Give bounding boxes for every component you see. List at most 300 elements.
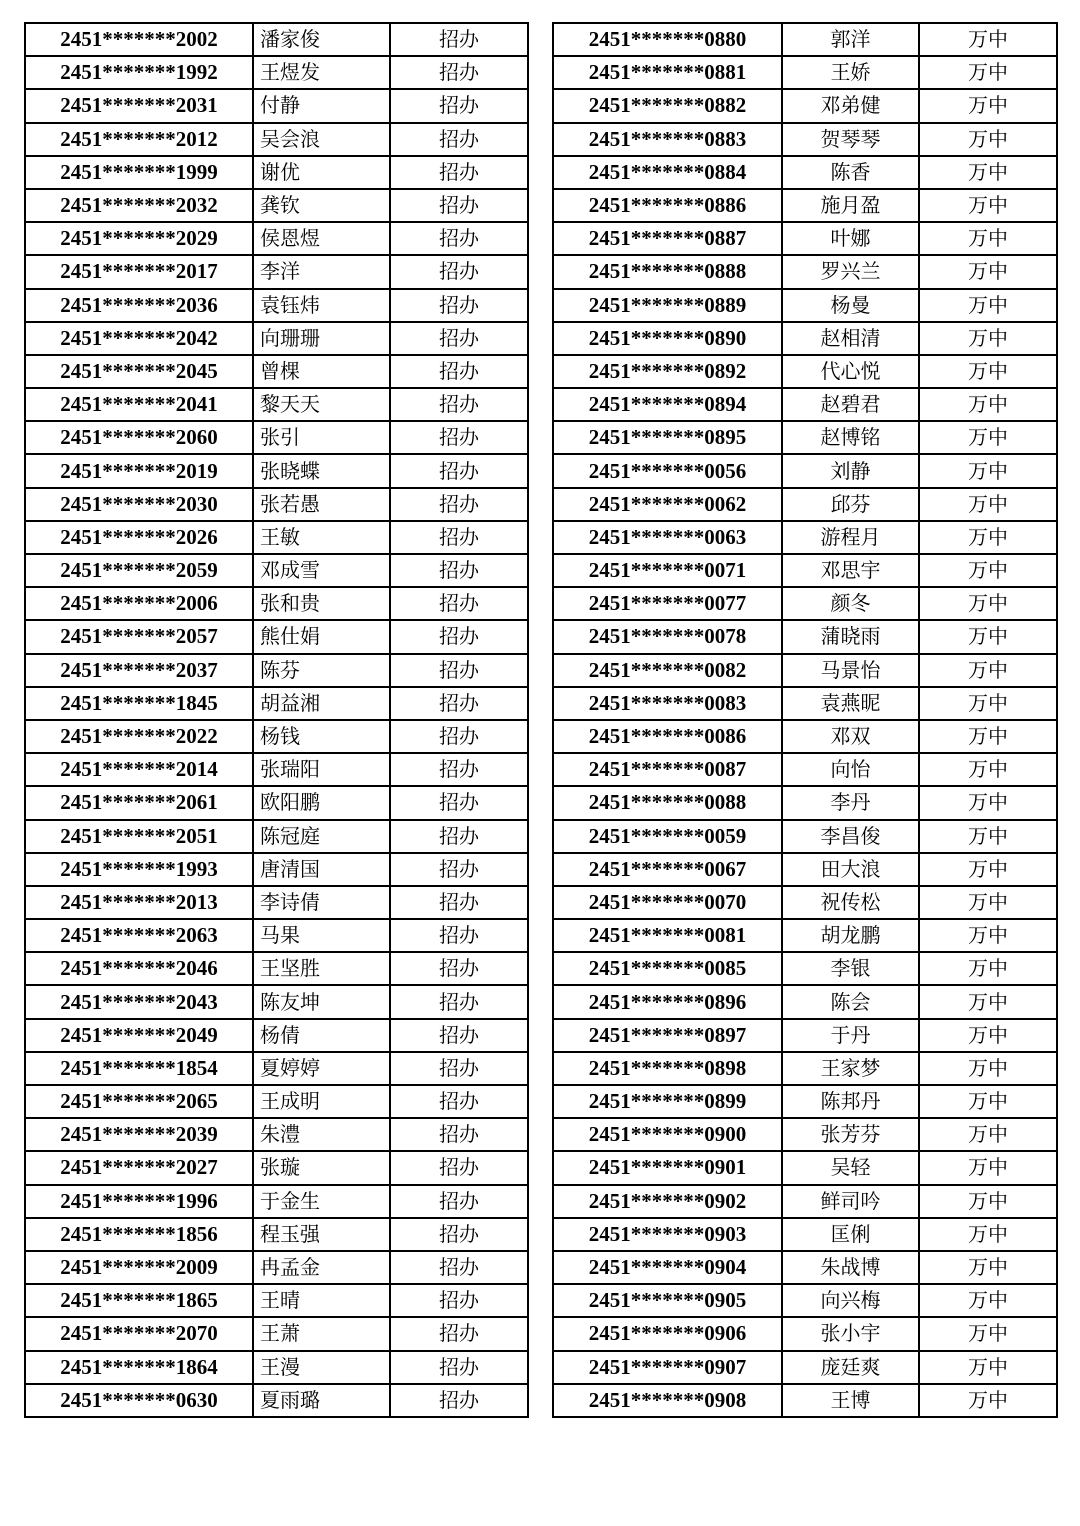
candidate-name-cell: 张晓蝶: [253, 454, 390, 487]
category-cell: 万中: [919, 123, 1057, 156]
candidate-id-cell: 2451*******0902: [553, 1185, 782, 1218]
candidate-name-cell: 杨钱: [253, 720, 390, 753]
table-row: [25, 454, 528, 487]
table-row: [553, 886, 1057, 919]
category-cell: 万中: [919, 753, 1057, 786]
candidate-id-cell: 2451*******2046: [25, 952, 253, 985]
candidate-id-cell: 2451*******2037: [25, 654, 253, 687]
category-cell: 招办: [390, 820, 528, 853]
candidate-name-cell: 张和贵: [253, 587, 390, 620]
category-cell: 万中: [919, 1251, 1057, 1284]
candidate-id-cell: 2451*******1854: [25, 1052, 253, 1085]
category-cell: 招办: [390, 289, 528, 322]
candidate-id-cell: 2451*******1999: [25, 156, 253, 189]
candidate-name-cell: 李银: [782, 952, 919, 985]
category-cell: 万中: [919, 952, 1057, 985]
category-cell: 招办: [390, 786, 528, 819]
candidate-name-cell: 王敏: [253, 521, 390, 554]
candidate-id-cell: 2451*******0056: [553, 454, 782, 487]
candidate-name-cell: 侯恩煜: [253, 222, 390, 255]
table-row: [553, 322, 1057, 355]
table-row: [25, 720, 528, 753]
table-row: [553, 1052, 1057, 1085]
category-cell: 万中: [919, 1019, 1057, 1052]
candidate-id-cell: 2451*******2042: [25, 322, 253, 355]
table-row: [553, 421, 1057, 454]
table-row: [553, 1284, 1057, 1317]
candidate-id-cell: 2451*******2043: [25, 985, 253, 1018]
candidate-id-cell: 2451*******2065: [25, 1085, 253, 1118]
category-cell: 万中: [919, 985, 1057, 1018]
candidate-id-cell: 2451*******0890: [553, 322, 782, 355]
candidate-name-cell: 李诗倩: [253, 886, 390, 919]
category-cell: 招办: [390, 156, 528, 189]
candidate-id-cell: 2451*******0887: [553, 222, 782, 255]
category-cell: 招办: [390, 189, 528, 222]
category-cell: 招办: [390, 388, 528, 421]
category-cell: 万中: [919, 1317, 1057, 1350]
table-row: [25, 23, 528, 56]
category-cell: 招办: [390, 554, 528, 587]
table-row: [553, 687, 1057, 720]
candidate-name-cell: 夏婷婷: [253, 1052, 390, 1085]
table-row: [25, 654, 528, 687]
table-row: [553, 1317, 1057, 1350]
category-cell: 万中: [919, 156, 1057, 189]
table-row: [553, 1351, 1057, 1384]
candidate-name-cell: 游程月: [782, 521, 919, 554]
candidate-name-cell: 王煜发: [253, 56, 390, 89]
table-row: [25, 554, 528, 587]
table-row: [25, 123, 528, 156]
candidate-name-cell: 邱芬: [782, 488, 919, 521]
category-cell: 万中: [919, 687, 1057, 720]
candidate-id-cell: 2451*******0900: [553, 1118, 782, 1151]
category-cell: 招办: [390, 654, 528, 687]
table-row: [25, 820, 528, 853]
candidate-name-cell: 唐清国: [253, 853, 390, 886]
table-row: [553, 753, 1057, 786]
candidate-id-cell: 2451*******2030: [25, 488, 253, 521]
candidate-name-cell: 李洋: [253, 255, 390, 288]
candidate-name-cell: 张引: [253, 421, 390, 454]
candidate-name-cell: 郭洋: [782, 23, 919, 56]
category-cell: 万中: [919, 421, 1057, 454]
candidate-name-cell: 向兴梅: [782, 1284, 919, 1317]
category-cell: 万中: [919, 620, 1057, 653]
candidate-name-cell: 杨曼: [782, 289, 919, 322]
candidate-id-cell: 2451*******0067: [553, 853, 782, 886]
candidate-name-cell: 王晴: [253, 1284, 390, 1317]
category-cell: 招办: [390, 985, 528, 1018]
category-cell: 万中: [919, 1351, 1057, 1384]
table-row: [25, 189, 528, 222]
candidate-id-cell: 2451*******1993: [25, 853, 253, 886]
candidate-name-cell: 谢优: [253, 156, 390, 189]
table-row: [25, 952, 528, 985]
candidate-id-cell: 2451*******1864: [25, 1351, 253, 1384]
category-cell: 招办: [390, 1351, 528, 1384]
candidate-name-cell: 祝传松: [782, 886, 919, 919]
candidate-name-cell: 李昌俊: [782, 820, 919, 853]
table-row: [25, 222, 528, 255]
candidate-id-cell: 2451*******2006: [25, 587, 253, 620]
candidate-id-cell: 2451*******0088: [553, 786, 782, 819]
category-cell: 招办: [390, 952, 528, 985]
category-cell: 招办: [390, 454, 528, 487]
table-row: [553, 620, 1057, 653]
candidate-name-cell: 黎天天: [253, 388, 390, 421]
table-row: [25, 1251, 528, 1284]
candidate-name-cell: 胡益湘: [253, 687, 390, 720]
table-row: [25, 1052, 528, 1085]
table-row: [25, 421, 528, 454]
table-row: [553, 454, 1057, 487]
table-row: [25, 1384, 528, 1417]
category-cell: 万中: [919, 355, 1057, 388]
table-row: [25, 919, 528, 952]
table-row: [25, 853, 528, 886]
candidate-id-cell: 2451*******1992: [25, 56, 253, 89]
candidate-name-cell: 冉孟金: [253, 1251, 390, 1284]
table-row: [25, 89, 528, 122]
candidate-id-cell: 2451*******0083: [553, 687, 782, 720]
table-row: [25, 521, 528, 554]
category-cell: 万中: [919, 388, 1057, 421]
category-cell: 万中: [919, 1384, 1057, 1417]
candidate-name-cell: 曾棵: [253, 355, 390, 388]
candidate-name-cell: 邓思宇: [782, 554, 919, 587]
category-cell: 万中: [919, 786, 1057, 819]
table-row: [25, 255, 528, 288]
candidate-name-cell: 张若愚: [253, 488, 390, 521]
candidate-name-cell: 陈会: [782, 985, 919, 1018]
candidate-name-cell: 程玉强: [253, 1218, 390, 1251]
category-cell: 招办: [390, 620, 528, 653]
category-cell: 招办: [390, 1151, 528, 1184]
candidate-name-cell: 邓弟健: [782, 89, 919, 122]
candidate-id-cell: 2451*******0895: [553, 421, 782, 454]
candidate-id-cell: 2451*******2032: [25, 189, 253, 222]
candidate-name-cell: 邓成雪: [253, 554, 390, 587]
category-cell: 万中: [919, 23, 1057, 56]
candidate-id-cell: 2451*******0898: [553, 1052, 782, 1085]
candidate-id-cell: 2451*******2051: [25, 820, 253, 853]
table-row: [25, 388, 528, 421]
category-cell: 招办: [390, 1052, 528, 1085]
table-row: [25, 985, 528, 1018]
candidate-id-cell: 2451*******2009: [25, 1251, 253, 1284]
candidate-id-cell: 2451*******0883: [553, 123, 782, 156]
table-row: [25, 488, 528, 521]
candidate-name-cell: 潘家俊: [253, 23, 390, 56]
table-row: [25, 1019, 528, 1052]
candidate-id-cell: 2451*******1996: [25, 1185, 253, 1218]
candidate-id-cell: 2451*******0082: [553, 654, 782, 687]
table-row: [553, 388, 1057, 421]
candidate-id-cell: 2451*******1865: [25, 1284, 253, 1317]
candidate-name-cell: 李丹: [782, 786, 919, 819]
category-cell: 万中: [919, 853, 1057, 886]
candidate-id-cell: 2451*******0062: [553, 488, 782, 521]
category-cell: 招办: [390, 355, 528, 388]
table-row: [553, 786, 1057, 819]
category-cell: 万中: [919, 255, 1057, 288]
candidate-name-cell: 吴会浪: [253, 123, 390, 156]
candidate-id-cell: 2451*******2070: [25, 1317, 253, 1350]
candidate-id-cell: 2451*******0904: [553, 1251, 782, 1284]
candidate-id-cell: 2451*******0892: [553, 355, 782, 388]
category-cell: 招办: [390, 753, 528, 786]
candidate-id-cell: 2451*******0078: [553, 620, 782, 653]
candidate-id-cell: 2451*******0087: [553, 753, 782, 786]
candidate-name-cell: 于丹: [782, 1019, 919, 1052]
category-cell: 万中: [919, 1151, 1057, 1184]
category-cell: 万中: [919, 1284, 1057, 1317]
table-row: [553, 23, 1057, 56]
table-row: [25, 1085, 528, 1118]
category-cell: 招办: [390, 1019, 528, 1052]
candidate-name-cell: 陈芬: [253, 654, 390, 687]
candidate-id-cell: 2451*******0907: [553, 1351, 782, 1384]
candidate-name-cell: 匡俐: [782, 1218, 919, 1251]
candidate-name-cell: 杨倩: [253, 1019, 390, 1052]
table-row: [553, 89, 1057, 122]
candidate-id-cell: 2451*******2002: [25, 23, 253, 56]
candidate-id-cell: 2451*******2019: [25, 454, 253, 487]
candidate-name-cell: 陈冠庭: [253, 820, 390, 853]
candidate-name-cell: 王娇: [782, 56, 919, 89]
candidate-id-cell: 2451*******2063: [25, 919, 253, 952]
category-cell: 万中: [919, 1218, 1057, 1251]
candidate-id-cell: 2451*******2059: [25, 554, 253, 587]
table-row: [25, 1118, 528, 1151]
table-row: [25, 786, 528, 819]
category-cell: 招办: [390, 1317, 528, 1350]
category-cell: 招办: [390, 322, 528, 355]
candidate-name-cell: 朱澧: [253, 1118, 390, 1151]
candidate-id-cell: 2451*******2041: [25, 388, 253, 421]
candidate-name-cell: 邓双: [782, 720, 919, 753]
table-row: [25, 687, 528, 720]
candidate-id-cell: 2451*******2026: [25, 521, 253, 554]
table-row: [553, 554, 1057, 587]
candidate-name-cell: 颜冬: [782, 587, 919, 620]
category-cell: 万中: [919, 720, 1057, 753]
candidate-id-cell: 2451*******2012: [25, 123, 253, 156]
candidate-id-cell: 2451*******0070: [553, 886, 782, 919]
candidate-name-cell: 马景怡: [782, 654, 919, 687]
candidate-name-cell: 王坚胜: [253, 952, 390, 985]
candidate-name-cell: 于金生: [253, 1185, 390, 1218]
category-cell: 招办: [390, 89, 528, 122]
table-row: [25, 355, 528, 388]
candidate-id-cell: 2451*******2060: [25, 421, 253, 454]
candidate-name-cell: 代心悦: [782, 355, 919, 388]
candidate-id-cell: 2451*******0896: [553, 985, 782, 1018]
candidate-name-cell: 朱战博: [782, 1251, 919, 1284]
table-row: [553, 1384, 1057, 1417]
candidate-name-cell: 马果: [253, 919, 390, 952]
table-row: [553, 820, 1057, 853]
table-row: [25, 56, 528, 89]
candidate-id-cell: 2451*******0901: [553, 1151, 782, 1184]
candidate-name-cell: 向珊珊: [253, 322, 390, 355]
candidate-id-cell: 2451*******0063: [553, 521, 782, 554]
category-cell: 万中: [919, 322, 1057, 355]
candidate-name-cell: 袁钰炜: [253, 289, 390, 322]
table-row: [25, 1185, 528, 1218]
category-cell: 招办: [390, 488, 528, 521]
category-cell: 招办: [390, 886, 528, 919]
category-cell: 招办: [390, 1251, 528, 1284]
candidate-name-cell: 熊仕娟: [253, 620, 390, 653]
category-cell: 招办: [390, 255, 528, 288]
candidate-id-cell: 2451*******0888: [553, 255, 782, 288]
candidate-name-cell: 陈友坤: [253, 985, 390, 1018]
table-row: [553, 222, 1057, 255]
category-cell: 招办: [390, 222, 528, 255]
candidate-id-cell: 2451*******2013: [25, 886, 253, 919]
category-cell: 招办: [390, 421, 528, 454]
table-row: [553, 123, 1057, 156]
candidate-id-cell: 2451*******0894: [553, 388, 782, 421]
candidate-name-cell: 贺琴琴: [782, 123, 919, 156]
table-row: [553, 156, 1057, 189]
candidate-id-cell: 2451*******2061: [25, 786, 253, 819]
category-cell: 招办: [390, 687, 528, 720]
table-row: [553, 853, 1057, 886]
candidate-id-cell: 2451*******1856: [25, 1218, 253, 1251]
candidate-id-cell: 2451*******0880: [553, 23, 782, 56]
candidate-name-cell: 王成明: [253, 1085, 390, 1118]
table-row: [25, 1317, 528, 1350]
table-row: [25, 620, 528, 653]
table-row: [553, 1151, 1057, 1184]
table-row: [25, 156, 528, 189]
candidate-name-cell: 王家梦: [782, 1052, 919, 1085]
right-roster-body: [553, 23, 1057, 1417]
right-roster-table: [552, 22, 1058, 1418]
category-cell: 招办: [390, 123, 528, 156]
table-row: [25, 1151, 528, 1184]
category-cell: 万中: [919, 919, 1057, 952]
candidate-id-cell: 2451*******2029: [25, 222, 253, 255]
category-cell: 招办: [390, 1218, 528, 1251]
candidate-id-cell: 2451*******0882: [553, 89, 782, 122]
category-cell: 万中: [919, 587, 1057, 620]
table-row: [553, 1019, 1057, 1052]
category-cell: 万中: [919, 56, 1057, 89]
candidate-name-cell: 王萧: [253, 1317, 390, 1350]
table-row: [553, 1185, 1057, 1218]
candidate-id-cell: 2451*******0906: [553, 1317, 782, 1350]
table-row: [25, 886, 528, 919]
category-cell: 招办: [390, 919, 528, 952]
category-cell: 招办: [390, 853, 528, 886]
left-roster-table: [24, 22, 529, 1418]
table-row: [553, 289, 1057, 322]
candidate-id-cell: 2451*******0886: [553, 189, 782, 222]
category-cell: 万中: [919, 1052, 1057, 1085]
candidate-name-cell: 夏雨璐: [253, 1384, 390, 1417]
candidate-name-cell: 赵博铭: [782, 421, 919, 454]
table-row: [25, 1284, 528, 1317]
table-row: [553, 952, 1057, 985]
candidate-id-cell: 2451*******2022: [25, 720, 253, 753]
category-cell: 招办: [390, 23, 528, 56]
table-row: [553, 189, 1057, 222]
category-cell: 万中: [919, 654, 1057, 687]
candidate-id-cell: 2451*******0071: [553, 554, 782, 587]
candidate-name-cell: 向怡: [782, 753, 919, 786]
category-cell: 招办: [390, 56, 528, 89]
category-cell: 万中: [919, 820, 1057, 853]
candidate-id-cell: 2451*******0905: [553, 1284, 782, 1317]
category-cell: 招办: [390, 1185, 528, 1218]
candidate-name-cell: 叶娜: [782, 222, 919, 255]
category-cell: 万中: [919, 189, 1057, 222]
category-cell: 万中: [919, 289, 1057, 322]
table-row: [553, 720, 1057, 753]
table-row: [25, 322, 528, 355]
candidate-id-cell: 2451*******0889: [553, 289, 782, 322]
candidate-name-cell: 付静: [253, 89, 390, 122]
candidate-name-cell: 张璇: [253, 1151, 390, 1184]
candidate-id-cell: 2451*******0081: [553, 919, 782, 952]
category-cell: 万中: [919, 89, 1057, 122]
table-row: [553, 587, 1057, 620]
category-cell: 招办: [390, 720, 528, 753]
category-cell: 万中: [919, 488, 1057, 521]
candidate-name-cell: 蒲晓雨: [782, 620, 919, 653]
category-cell: 招办: [390, 521, 528, 554]
table-row: [25, 753, 528, 786]
table-row: [553, 488, 1057, 521]
candidate-name-cell: 袁燕昵: [782, 687, 919, 720]
table-row: [553, 1218, 1057, 1251]
candidate-name-cell: 庞廷爽: [782, 1351, 919, 1384]
table-row: [25, 587, 528, 620]
candidate-id-cell: 2451*******2036: [25, 289, 253, 322]
table-row: [553, 1085, 1057, 1118]
candidate-name-cell: 王博: [782, 1384, 919, 1417]
candidate-name-cell: 欧阳鹏: [253, 786, 390, 819]
table-row: [553, 355, 1057, 388]
candidate-name-cell: 施月盈: [782, 189, 919, 222]
candidate-name-cell: 赵相清: [782, 322, 919, 355]
candidate-id-cell: 2451*******2014: [25, 753, 253, 786]
table-row: [553, 255, 1057, 288]
table-row: [553, 1251, 1057, 1284]
category-cell: 招办: [390, 1118, 528, 1151]
candidate-name-cell: 罗兴兰: [782, 255, 919, 288]
table-row: [553, 1118, 1057, 1151]
category-cell: 招办: [390, 587, 528, 620]
candidate-id-cell: 2451*******0903: [553, 1218, 782, 1251]
category-cell: 招办: [390, 1085, 528, 1118]
candidate-id-cell: 2451*******0085: [553, 952, 782, 985]
category-cell: 万中: [919, 521, 1057, 554]
candidate-id-cell: 2451*******2049: [25, 1019, 253, 1052]
table-row: [553, 56, 1057, 89]
category-cell: 万中: [919, 454, 1057, 487]
candidate-id-cell: 2451*******1845: [25, 687, 253, 720]
candidate-name-cell: 陈香: [782, 156, 919, 189]
candidate-id-cell: 2451*******2045: [25, 355, 253, 388]
category-cell: 万中: [919, 1118, 1057, 1151]
candidate-id-cell: 2451*******0899: [553, 1085, 782, 1118]
